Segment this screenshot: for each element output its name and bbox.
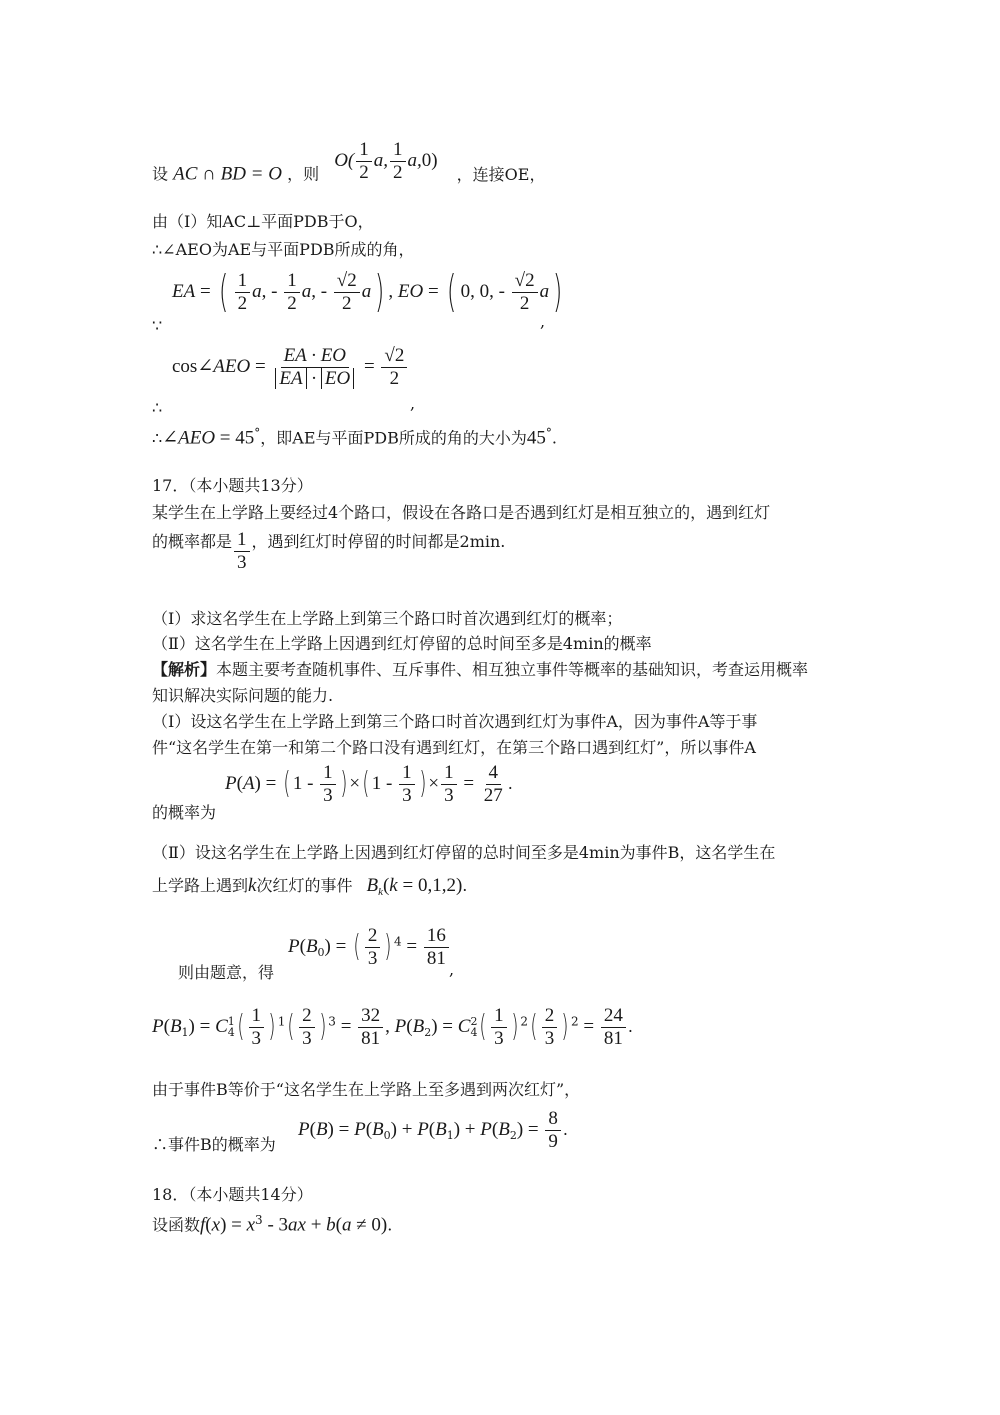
formula-ac-bd: AC ∩ BD = O: [173, 163, 282, 185]
formula-pb1-pb2: $P(B_1) = C$ 1 4 ( $\frac{1}{3}$ ) $^1$( $\frac{2}{3}$ ) $^3$ = $\frac{32}{81}$ , $P(B_2) = C$ 2 4 ( $\frac{1}{3}$ ) $^2$( $\frac{2}{3}$ ) $^2$ = $\frac{24}{81}$ .: [152, 1005, 633, 1049]
formula-o-coords: O( $\frac{1}{2}$ a, $\frac{1}{2}$ a,0): [334, 139, 438, 183]
formula-pb: $P(B) = P(B_0) + P(B_1) + P(B_2)$ = $\frac{8}{9}$ .: [298, 1108, 568, 1152]
formula-cos-aeo: cos∠AEO = $\frac{EA \cdot EO}{EA \cdot EO}$ = $\frac{√2}{2}$: [172, 345, 409, 390]
q17-sub2: （Ⅱ）这名学生在上学路上因遇到红灯停留的总时间至多是4min的概率: [152, 634, 652, 653]
q18-header: 18．（本小题共14分）: [152, 1185, 313, 1204]
line-angle-45: ∴∠AEO = 45°，即AE与平面PDB所成的角的大小为45°.: [152, 426, 557, 449]
q18-line1: 设函数$f(x) = x^3 - 3ax + b(a \ne 0)$.: [152, 1213, 393, 1236]
formula-pb0: $P(B_0)$ = ( $\frac{2}{3}$ ) $^4$ = $\frac{16}{81}$: [288, 925, 451, 970]
formula-pa: P(A) = ( 1 - $\frac{1}{3}$ ) ×( 1 - $\frac{1}{3}$ ) × $\frac{1}{3}$ = $\frac{4}{27}$ .: [225, 762, 513, 806]
because-symbol: ∵: [152, 316, 163, 335]
q17-header: 17．（本小题共13分）: [152, 476, 313, 495]
therefore-symbol: ∴: [152, 398, 163, 417]
line-angle-aeo: ∴∠AEO为AE与平面PDB所成的角，: [152, 240, 415, 259]
q17-analysis: 【解析】本题主要考查随机事件、互斥事件、相互独立事件等概率的基础知识，考查运用概率: [152, 660, 809, 679]
q17-line2: 的概率都是 $\frac{1}{3}$ ，遇到红灯时停留的时间都是2min.: [152, 529, 506, 573]
q17-line1: 某学生在上学路上要经过4个路口，假设在各路口是否遇到红灯是相互独立的，遇到红灯: [152, 503, 771, 522]
line-ac-perp: 由（Ⅰ）知AC⊥平面PDB于O，: [152, 212, 374, 231]
formula-vectors: EA = ( $\frac{1}{2}$ a, - $\frac{1}{2}$ a, - $\frac{√2}{2}$ a) , EO = ( 0, 0, - $\frac{√2}{2}$ a): [172, 266, 563, 318]
line-set-o: 设 AC ∩ BD = O ，则 O( $\frac{1}{2}$ a, $\frac{1}{2}$ a,0) ，连接OE，: [152, 139, 546, 185]
q17-event-bk: 上学路上遇到k次红灯的事件 $B_k(k = 0,1,2)$.: [152, 875, 468, 899]
q17-sub1: （Ⅰ）求这名学生在上学路上到第三个路口时首次遇到红灯的概率；: [152, 609, 623, 628]
